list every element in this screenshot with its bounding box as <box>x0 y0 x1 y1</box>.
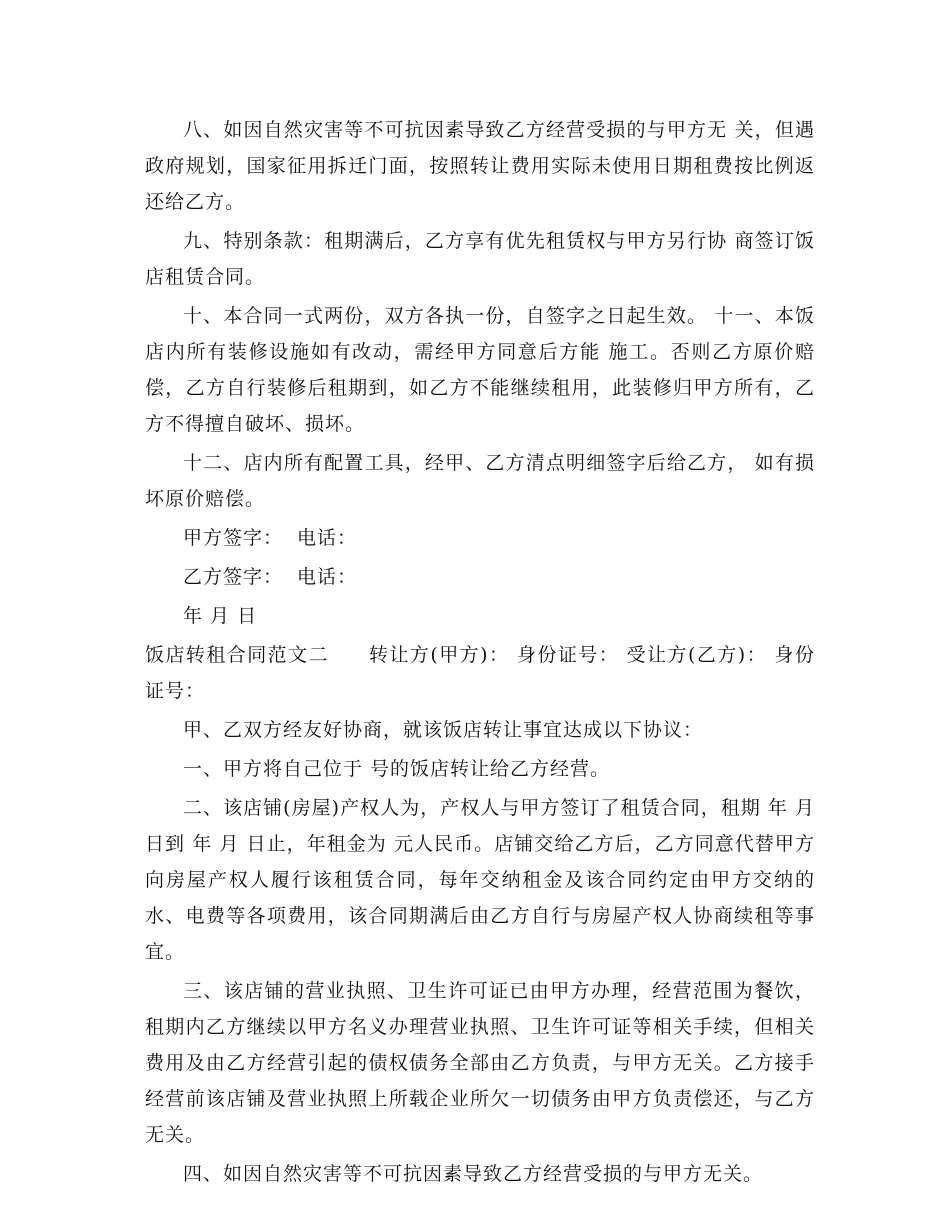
section-parties: 转让方(甲方)： 身份证号： 受让方(乙方)： 身份证号： <box>145 644 815 702</box>
clause-9: 九、特别条款：租期满后，乙方享有优先租赁权与甲方另行协 商签订饭店租赁合同。 <box>145 230 815 288</box>
section-heading <box>145 637 815 709</box>
section-title: 饭店转租合同范文二 <box>145 644 330 666</box>
clause-3: 三、该店铺的营业执照、卫生许可证已由甲方办理，经营范围为餐饮，租期内乙方继续以甲方名义办理营业执照、卫生许可证等相关手续，但相关费用及由乙方经营引起的债权债务全部由乙方负责，与甲方无关。乙方接手经营前该店铺及营业执照上所载企业所欠一切债务由甲方负责偿还，与乙方无关。 <box>145 980 815 1146</box>
document-body <box>145 112 815 1195</box>
party-a-signature-label: 甲方签字： <box>183 527 284 549</box>
clause-1: 一、甲方将自己位于 号的饭店转让给乙方经营。 <box>183 758 611 780</box>
date-label: 年 月 日 <box>183 605 258 627</box>
clause-4: 四、如因自然灾害等不可抗因素导致乙方经营受损的与甲方无关。 <box>183 1163 764 1185</box>
party-b-phone-label: 电话： <box>297 566 358 588</box>
clause-10-11: 十、本合同一式两份，双方各执一份，自签字之日起生效。 十一、本饭店内所有装修设施如有改动，需经甲方同意后方能 施工。否则乙方原价赔偿，乙方自行装修后租期到，如乙方不能继续租用，此装修归甲方所有，乙方不得擅自破坏、损坏。 <box>145 305 815 435</box>
clause-8: 八、如因自然灾害等不可抗因素导致乙方经营受损的与甲方无 关，但遇政府规划，国家征用拆迁门面，按照转让费用实际未使用日期租费按比例返还给乙方。 <box>145 119 815 213</box>
clause-2: 二、该店铺(房屋)产权人为，产权人与甲方签订了租赁合同，租期 年 月 日到 年 月 日止，年租金为 元人民币。店铺交给乙方后，乙方同意代替甲方向房屋产权人履行该租赁合同，每年交纳租金及该合同约定由甲方交纳的水、电费等各项费用，该合同期满后由乙方自行与房屋产权人协商续租等事宜。 <box>145 797 815 963</box>
party-a-phone-label: 电话： <box>297 527 358 549</box>
party-a-signature-line <box>145 520 815 556</box>
party-b-signature-line <box>145 559 815 595</box>
party-b-signature-label: 乙方签字： <box>183 566 284 588</box>
agreement-intro: 甲、乙双方经友好协商，就该饭店转让事宜达成以下协议： <box>183 719 704 741</box>
date-line <box>145 598 815 634</box>
clause-12: 十二、店内所有配置工具，经甲、乙方清点明细签字后给乙方， 如有损坏原价赔偿。 <box>145 452 815 510</box>
